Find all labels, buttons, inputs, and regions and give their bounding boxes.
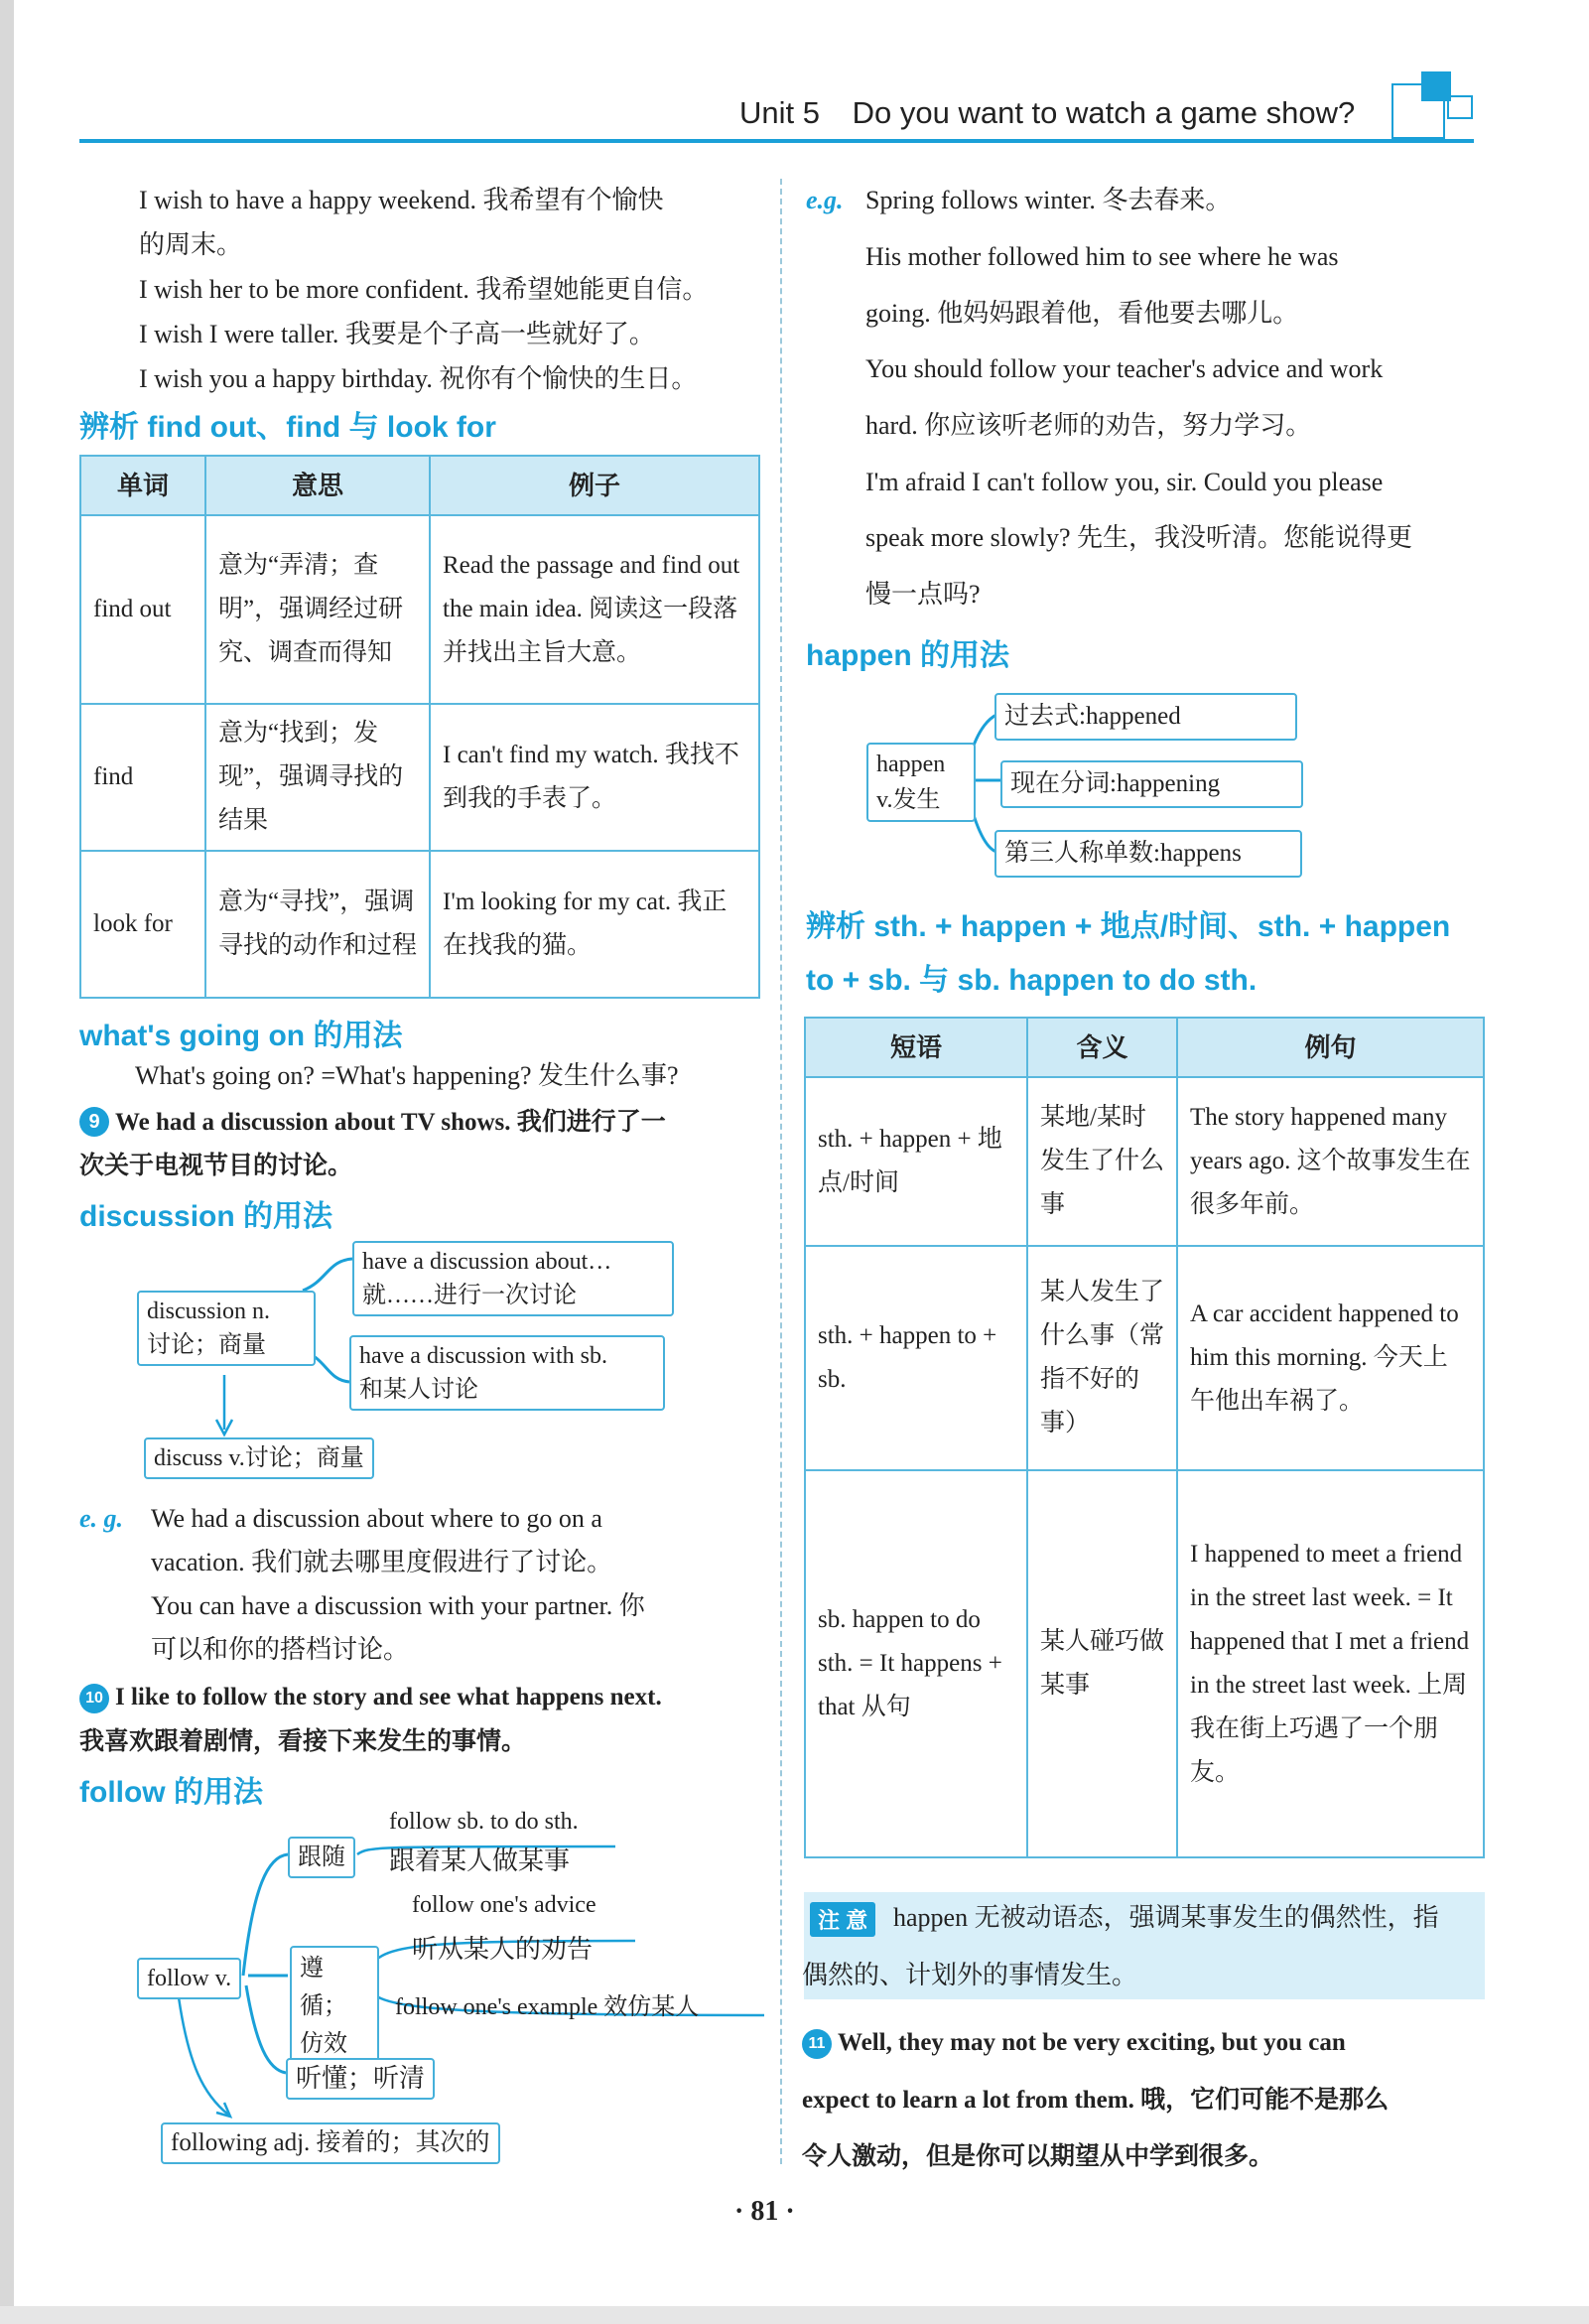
find-th-word: 单词 xyxy=(80,456,205,515)
page-number: · 81 · xyxy=(734,2196,795,2227)
happen-branch-ing: 现在分词:happening xyxy=(1000,760,1303,808)
table-row xyxy=(805,1077,1484,1246)
follow-example-3: going. 他妈妈跟着他，看他要去哪儿。 xyxy=(865,299,1299,328)
going-line: What's going on? =What's happening? 发生什么事? xyxy=(135,1061,679,1090)
follow-example-4: You should follow your teacher's advice and work xyxy=(865,354,1384,383)
item-11 xyxy=(802,2021,1346,2065)
note-line-2: 偶然的、计划外的事情发生。 xyxy=(802,1961,1138,1989)
unit-title: Do you want to watch a game show? xyxy=(852,95,1356,130)
item-11-en1: Well, they may not be very exciting, but you can xyxy=(838,2029,1346,2056)
follow-example-8: 慢一点吗? xyxy=(865,580,981,609)
discussion-center-en: discussion n. xyxy=(147,1299,271,1324)
item-10-en: I like to follow the story and see what happens next. xyxy=(115,1684,662,1710)
item-11-number: 11 xyxy=(802,2029,832,2059)
happen-compare-title-1: 辨析 sth. + happen + 地点/时间、sth. + happen xyxy=(806,910,1451,943)
wish-line-1: I wish to have a happy weekend. 我希望有个愉快 xyxy=(139,186,664,214)
disc-example-2: vacation. 我们就去哪里度假进行了讨论。 xyxy=(151,1548,613,1576)
wish-line-2: 的周末。 xyxy=(139,230,243,259)
find-th-meaning: 意思 xyxy=(205,456,430,515)
follow-n1-en: follow sb. to do sth. xyxy=(389,1809,579,1835)
follow-example-1: Spring follows winter. 冬去春来。 xyxy=(865,186,1232,214)
happen-th-phrase: 短语 xyxy=(805,1018,1027,1077)
find-word: find xyxy=(80,704,205,851)
note-line-1: happen 无被动语态，强调某事发生的偶然性，指 xyxy=(893,1903,1439,1932)
happen-phrase: sth. + happen + 地点/时间 xyxy=(805,1077,1027,1246)
happen-section-title: happen 的用法 xyxy=(806,639,1010,672)
happen-center-node xyxy=(866,743,976,822)
find-word: look for xyxy=(80,851,205,998)
follow-section-title: follow 的用法 xyxy=(79,1776,263,1809)
item-10-number: 10 xyxy=(79,1684,109,1713)
find-th-example: 例子 xyxy=(430,456,759,515)
wish-line-4: I wish I were taller. 我要是个子高一些就好了。 xyxy=(139,320,655,348)
happen-center-2: v.发生 xyxy=(876,787,941,813)
follow-example-6: I'm afraid I can't follow you, sir. Could you please xyxy=(865,468,1384,496)
happen-table-header xyxy=(805,1018,1484,1077)
wish-line-3: I wish her to be more confident. 我希望她能更自信。 xyxy=(139,275,709,304)
follow-n2-en: follow one's advice xyxy=(412,1892,596,1918)
table-row xyxy=(805,1246,1484,1470)
discussion-verb-node: discuss v.讨论；商量 xyxy=(144,1437,374,1479)
follow-node-understand: 听懂；听清 xyxy=(286,2058,435,2100)
disc-eg-label: e. g. xyxy=(79,1504,124,1533)
happen-example: A car accident happened to him this morning. 今天上午他出车祸了。 xyxy=(1177,1246,1484,1470)
item-9-zh1: 我们进行了一 xyxy=(516,1108,666,1136)
find-example: Read the passage and find out the main idea. 阅读这一段落并找出主旨大意。 xyxy=(430,515,759,704)
happen-center-1: happen xyxy=(876,752,946,777)
find-meaning: 意为“寻找”，强调寻找的动作和过程 xyxy=(205,851,430,998)
follow-n2-zh: 听从某人的劝告 xyxy=(412,1935,594,1964)
happen-meaning: 某人发生了什么事（常指不好的事） xyxy=(1027,1246,1177,1470)
follow-n2-en2: follow one's example 效仿某人 xyxy=(395,1994,700,2020)
item-10-zh: 我喜欢跟着剧情，看接下来发生的事情。 xyxy=(79,1727,527,1755)
disc-example-3: You can have a discussion with your partner. 你 xyxy=(151,1591,645,1620)
discussion-branch-about-en: have a discussion about… xyxy=(362,1249,612,1275)
going-section-title: what's going on 的用法 xyxy=(79,1020,403,1052)
follow-eg-label: e.g. xyxy=(806,186,844,214)
happen-th-meaning: 含义 xyxy=(1027,1018,1177,1077)
happen-th-example: 例句 xyxy=(1177,1018,1484,1077)
happen-meaning: 某人碰巧做某事 xyxy=(1027,1470,1177,1857)
happen-table xyxy=(804,1017,1485,1858)
find-word: find out xyxy=(80,515,205,704)
item-9-number: 9 xyxy=(79,1107,109,1137)
disc-example-1: We had a discussion about where to go on a xyxy=(151,1504,602,1533)
wish-line-5: I wish you a happy birthday. 祝你有个愉快的生日。 xyxy=(139,364,698,393)
follow-adj-node: following adj. 接着的；其次的 xyxy=(161,2122,500,2164)
note-label: 注 意 xyxy=(810,1902,875,1937)
discussion-center-zh: 讨论；商量 xyxy=(147,1332,266,1358)
find-section-title: 辨析 find out、find 与 look for xyxy=(79,411,496,444)
follow-example-7: speak more slowly? 先生，我没听清。您能说得更 xyxy=(865,523,1413,552)
find-example: I can't find my watch. 我找不到我的手表了。 xyxy=(430,704,759,851)
follow-center-node: follow v. xyxy=(137,1958,241,1999)
find-meaning: 意为“找到；发现”，强调寻找的结果 xyxy=(205,704,430,851)
discussion-branch-about-zh: 就……进行一次讨论 xyxy=(362,1283,577,1308)
item-11-zh2: 令人激动，但是你可以期望从中学到很多。 xyxy=(802,2142,1274,2170)
table-row xyxy=(805,1470,1484,1857)
follow-n1-zh: 跟着某人做某事 xyxy=(389,1846,571,1875)
follow-example-2: His mother followed him to see where he was xyxy=(865,242,1339,271)
item-11-zh1: 哦，它们可能不是那么 xyxy=(1140,2086,1390,2114)
follow-example-5: hard. 你应该听老师的劝告，努力学习。 xyxy=(865,411,1312,440)
happen-example: The story happened many years ago. 这个故事发生在很多年前。 xyxy=(1177,1077,1484,1246)
disc-example-4: 可以和你的搭档讨论。 xyxy=(151,1635,410,1664)
item-11-line-2 xyxy=(802,2078,1389,2122)
find-meaning: 意为“弄清；查明”，强调经过研究、调查而得知 xyxy=(205,515,430,704)
happen-example: I happened to meet a friend in the street last week. = It happened that I met a friend in the street last week. 上周我在街上巧遇了一个朋友。 xyxy=(1177,1470,1484,1857)
happen-branch-past: 过去式:happened xyxy=(994,693,1297,741)
unit-label: Unit 5 xyxy=(739,95,820,130)
find-example: I'm looking for my cat. 我正在找我的猫。 xyxy=(430,851,759,998)
happen-phrase: sth. + happen to + sb. xyxy=(805,1246,1027,1470)
happen-phrase: sb. happen to do sth. = It happens + that 从句 xyxy=(805,1470,1027,1857)
discussion-branch-with-zh: 和某人讨论 xyxy=(359,1377,478,1403)
follow-node-obey: 遵循；仿效 xyxy=(290,1946,379,2067)
happen-branch-third: 第三人称单数:happens xyxy=(994,830,1302,878)
discussion-branch-with-en: have a discussion with sb. xyxy=(359,1343,607,1369)
item-11-en2: expect to learn a lot from them. xyxy=(802,2087,1134,2114)
happen-meaning: 某地/某时发生了什么事 xyxy=(1027,1077,1177,1246)
item-9-en: We had a discussion about TV shows. xyxy=(115,1109,511,1136)
item-9-zh2: 次关于电视节目的讨论。 xyxy=(79,1152,353,1179)
follow-node-follow: 跟随 xyxy=(288,1837,355,1878)
happen-compare-title-2: to + sb. 与 sb. happen to do sth. xyxy=(806,964,1258,997)
discussion-section-title: discussion 的用法 xyxy=(79,1200,333,1233)
